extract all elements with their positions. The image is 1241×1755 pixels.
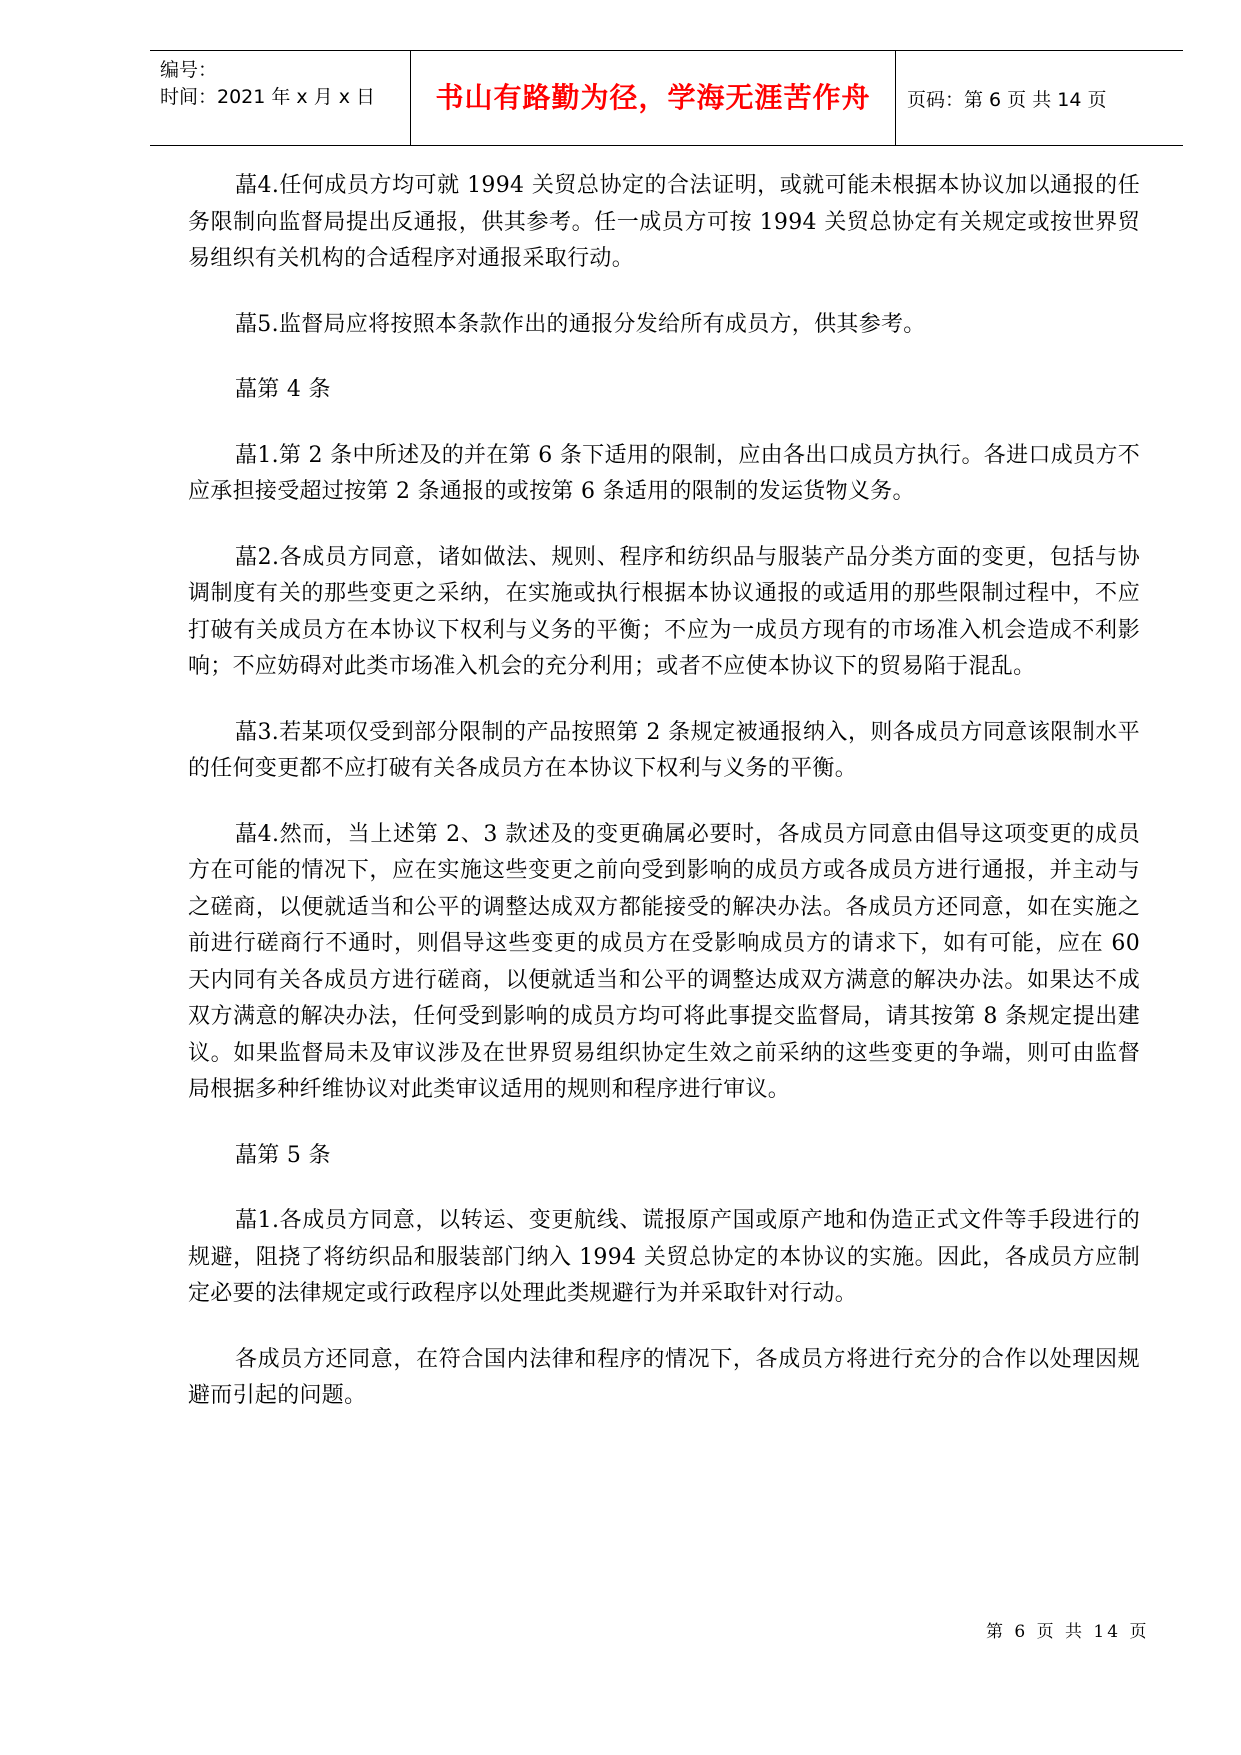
paragraph: 蕌2.各成员方同意，诸如做法、规则、程序和纺织品与服装产品分类方面的变更，包括与协调制度有关的那些变更之采纳，在实施或执行根据本协议通报的或适用的那些限制过程中，不应打破有关成员方在本协议下权利与义务的平衡；不应为一成员方现有的市场准入机会造成不利影响；不应妨碍对此类市场准入机会的充分利用；或者不应使本协议下的贸易陷于混乱。 [188,544,1140,679]
paragraph: 蕌4.然而，当上述第 2、3 款述及的变更确属必要时，各成员方同意由倡导这项变更的成员方在可能的情况下，应在实施这些变更之前向受到影响的成员方或各成员方进行通报，并主动与之磋商，以便就适当和公平的调整达成双方都能接受的解决办法。各成员方还同意，如在实施之前进行磋商行不通时，则倡导这些变更的成员方在受影响成员方的请求下，如有可能，应在 60 天内同有关各成员方进行磋商，以便就适当和公平的调整达成双方满意的解决办法。如果达不成双方满意的解决办法，任何受到影响的成员方均可将此事提交监督局，请其按第 8 条规定提出建议。如果监督局未及审议涉及在世界贸易组织协定生效之前采纳的这些变更的争端，则可由监督局根据多种纤维协议对此类审议适用的规则和程序进行审议。 [188,821,1140,1102]
document-date-label: 时间：2021 年 x 月 x 日 [160,86,376,108]
paragraph: 蕌1.各成员方同意，以转运、变更航线、谎报原产国或原产地和伪造正式文件等手段进行的规避，阻挠了将纺织品和服装部门纳入 1994 关贸总协定的本协议的实施。因此，各成员方应制定必要的法律规定或行政程序以处理此类规避行为并采取针对行动。 [188,1208,1140,1306]
header-page-label: 页码：第 6 页 共 14 页 [907,89,1107,111]
page-footer: 第 6 页 共 14 页 [986,1622,1150,1642]
paragraph: 蕌3.若某项仅受到部分限制的产品按照第 2 条规定被通报纳入，则各成员方同意该限制水平的任何变更都不应打破有关各成员方在本协议下权利与义务的平衡。 [188,719,1140,781]
header-divider [895,51,896,145]
document-body [188,168,1140,1444]
article-heading: 蕌第 5 条 [235,1142,331,1168]
paragraph: 蕌1.第 2 条中所述及的并在第 6 条下适用的限制，应由各出口成员方执行。各进口成员方不应承担接受超过按第 2 条通报的或按第 6 条适用的限制的发运货物义务。 [188,442,1140,504]
article-heading: 蕌第 4 条 [235,377,331,402]
paragraph: 蕌4.任何成员方均可就 1994 关贸总协定的合法证明，或就可能未根据本协议加以通报的任务限制向监督局提出反通报，供其参考。任一成员方可按 1994 关贸总协定有关规定或按世界贸易组织有关机构的合适程序对通报采取行动。 [188,173,1140,271]
document-number-label: 编号： [160,59,218,81]
paragraph: 蕌5.监督局应将按照本条款作出的通报分发给所有成员方，供其参考。 [235,311,926,337]
header-motto: 书山有路勤为径，学海无涯苦作舟 [435,81,871,114]
page-header [150,50,1183,146]
paragraph: 各成员方还同意，在符合国内法律和程序的情况下，各成员方将进行充分的合作以处理因规避而引起的问题。 [188,1346,1140,1408]
